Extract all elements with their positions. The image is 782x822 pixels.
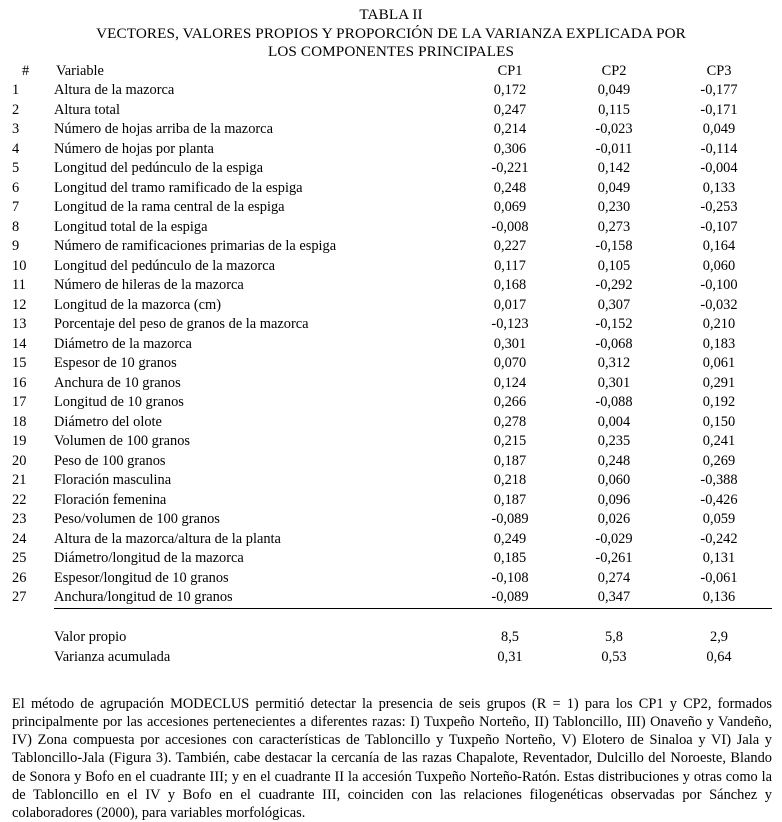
row-cp1: 0,069 <box>493 199 527 216</box>
summary-label: Valor propio <box>54 629 127 646</box>
row-cp2: 0,347 <box>597 589 631 606</box>
row-cp3: -0,177 <box>700 82 738 99</box>
row-cp2: -0,292 <box>595 277 633 294</box>
row-number: 21 <box>12 472 27 489</box>
row-cp3: 0,164 <box>702 238 736 255</box>
row-cp3: 0,150 <box>702 413 736 430</box>
table-bottom-rule <box>12 667 772 687</box>
column-header-cp2: CP2 <box>601 62 627 79</box>
row-cp2: 0,307 <box>597 296 631 313</box>
row-number: 17 <box>12 394 27 411</box>
table-footnote-paragraph: El método de agrupación MODECLUS permitió detectar la presencia de seis grupos (R = 1) para los CP1 y CP2, formados principalmente por las accesiones pertenecientes a diferentes razas: I) Tuxpeño Norteño, II) Tabloncillo, III) Onaveño y Vandeño, IV) Zona compuesta por accesiones con características de Tabloncillo y Tuxpeño Norteño, V) Elotero de Sinaloa y VI) Jala y Tabloncillo-Jala (Figura 3). También, cabe destacar la cercanía de las razas Chapalote, Reventador, Dulcillo del Noroeste, Blando de Sonora y Bofo en el cuadrante III; y en el cuadrante II la accesión Tuxpeño Norteño-Ratón. Estas distribuciones y otras como la de Tabloncillo en el IV y Bofo en el cuadrante III, coinciden con las relaciones filogenéticas observadas por Sánchez y colaboradores (2000), para variables morfológicas. <box>12 695 772 821</box>
column-header-cp3: CP3 <box>706 62 732 79</box>
table-row <box>12 237 772 257</box>
table-row <box>12 452 772 472</box>
row-variable: Floración masculina <box>54 472 172 489</box>
table-row <box>12 335 772 355</box>
row-variable: Peso de 100 granos <box>54 452 166 469</box>
row-number: 14 <box>12 335 27 352</box>
table-summary-row <box>12 648 772 668</box>
table-row <box>12 510 772 530</box>
row-cp2: -0,152 <box>595 316 633 333</box>
row-variable: Longitud del pedúnculo de la mazorca <box>54 257 275 274</box>
row-cp3: -0,114 <box>700 140 738 157</box>
row-number: 6 <box>12 179 20 196</box>
row-cp3: -0,004 <box>700 160 738 177</box>
row-variable: Altura total <box>54 101 120 118</box>
row-variable: Longitud total de la espiga <box>54 218 208 235</box>
row-cp1: 0,266 <box>493 394 527 411</box>
row-number: 22 <box>12 491 27 508</box>
pca-table <box>12 62 772 687</box>
row-cp1: 0,187 <box>493 491 527 508</box>
row-variable: Espesor/longitud de 10 granos <box>54 569 229 586</box>
row-cp1: 0,172 <box>493 82 527 99</box>
row-cp3: -0,061 <box>700 569 738 586</box>
row-number: 18 <box>12 413 27 430</box>
row-cp2: -0,068 <box>595 335 633 352</box>
row-number: 8 <box>12 218 20 235</box>
row-variable: Longitud de la rama central de la espiga <box>54 199 285 216</box>
summary-cp2: 0,53 <box>601 648 627 665</box>
table-bottom-rule-cell <box>458 667 562 687</box>
row-variable: Longitud de la mazorca (cm) <box>54 296 222 313</box>
row-number: 10 <box>12 257 27 274</box>
row-cp1: 0,278 <box>493 413 527 430</box>
row-cp3: 0,133 <box>702 179 736 196</box>
table-row <box>12 276 772 296</box>
row-number: 20 <box>12 452 27 469</box>
row-cp1: 0,249 <box>493 530 527 547</box>
row-variable: Volumen de 100 granos <box>54 433 191 450</box>
row-variable: Diámetro de la mazorca <box>54 335 192 352</box>
row-cp2: -0,029 <box>595 530 633 547</box>
row-number: 4 <box>12 140 20 157</box>
row-cp2: -0,261 <box>595 550 633 567</box>
column-header-cp1: CP1 <box>497 62 523 79</box>
row-variable: Longitud del pedúnculo de la espiga <box>54 160 264 177</box>
row-number: 7 <box>12 199 20 216</box>
row-cp1: -0,108 <box>491 569 529 586</box>
row-cp3: 0,241 <box>702 433 736 450</box>
row-cp2: 0,049 <box>597 82 631 99</box>
row-cp1: 0,124 <box>493 374 527 391</box>
row-cp1: -0,221 <box>491 160 529 177</box>
summary-separator <box>12 608 772 628</box>
table-header <box>12 62 772 82</box>
table-row <box>12 315 772 335</box>
row-cp2: 0,301 <box>597 374 631 391</box>
table-summary-row <box>12 628 772 648</box>
row-cp2: 0,060 <box>597 472 631 489</box>
row-cp1: -0,008 <box>491 218 529 235</box>
row-number: 26 <box>12 569 27 586</box>
table-row <box>12 296 772 316</box>
row-variable: Número de hojas por planta <box>54 140 214 157</box>
row-number: 3 <box>12 121 20 138</box>
row-cp2: 0,142 <box>597 160 631 177</box>
table-row <box>12 101 772 121</box>
summary-cp2: 5,8 <box>605 629 623 646</box>
row-variable: Altura de la mazorca <box>54 82 175 99</box>
row-number: 25 <box>12 550 27 567</box>
table-row <box>12 549 772 569</box>
row-cp3: 0,060 <box>702 257 736 274</box>
row-cp2: -0,011 <box>595 140 633 157</box>
summary-label: Varianza acumulada <box>54 648 171 665</box>
table-row <box>12 569 772 589</box>
table-header-row <box>12 62 772 82</box>
table-title-line-2: LOS COMPONENTES PRINCIPALES <box>267 43 515 61</box>
row-variable: Espesor de 10 granos <box>54 355 177 372</box>
row-cp1: 0,017 <box>493 296 527 313</box>
row-cp2: 0,049 <box>597 179 631 196</box>
row-number: 5 <box>12 160 20 177</box>
table-row <box>12 432 772 452</box>
row-cp2: -0,088 <box>595 394 633 411</box>
row-cp1: 0,301 <box>493 335 527 352</box>
row-cp1: 0,187 <box>493 452 527 469</box>
row-cp2: 0,026 <box>597 511 631 528</box>
row-number: 24 <box>12 530 27 547</box>
table-summary-body <box>12 608 772 687</box>
table-row <box>12 354 772 374</box>
row-cp1: -0,123 <box>491 316 529 333</box>
row-number: 19 <box>12 433 27 450</box>
summary-cp1: 8,5 <box>501 629 519 646</box>
row-cp3: -0,107 <box>700 218 738 235</box>
row-cp2: 0,273 <box>597 218 631 235</box>
row-cp2: 0,004 <box>597 413 631 430</box>
table-row <box>12 159 772 179</box>
row-variable: Diámetro del olote <box>54 413 162 430</box>
row-cp1: 0,248 <box>493 179 527 196</box>
row-number: 15 <box>12 355 27 372</box>
row-cp2: 0,235 <box>597 433 631 450</box>
row-variable: Anchura de 10 granos <box>54 374 181 391</box>
row-number: 27 <box>12 589 27 606</box>
table-row <box>12 374 772 394</box>
row-cp1: 0,117 <box>494 257 526 274</box>
row-cp3: -0,100 <box>700 277 738 294</box>
summary-cp1: 0,31 <box>497 648 523 665</box>
row-cp1: -0,089 <box>491 589 529 606</box>
summary-separator-cell <box>458 608 562 628</box>
row-cp1: 0,218 <box>493 472 527 489</box>
table-row <box>12 198 772 218</box>
table-bottom-rule-cell <box>12 667 54 687</box>
row-number: 13 <box>12 316 27 333</box>
row-variable: Anchura/longitud de 10 granos <box>54 589 233 606</box>
row-cp3: -0,388 <box>700 472 738 489</box>
row-number: 11 <box>12 277 26 294</box>
row-number: 16 <box>12 374 27 391</box>
table-bottom-rule-cell <box>562 667 666 687</box>
row-cp3: 0,210 <box>702 316 736 333</box>
summary-row-number-blank <box>12 648 54 668</box>
row-cp1: -0,089 <box>491 511 529 528</box>
row-cp2: -0,023 <box>595 121 633 138</box>
row-cp3: -0,032 <box>700 296 738 313</box>
row-cp1: 0,306 <box>493 140 527 157</box>
row-cp2: 0,096 <box>597 491 631 508</box>
summary-separator-cell <box>666 608 772 628</box>
row-cp1: 0,214 <box>493 121 527 138</box>
summary-row-number-blank <box>12 628 54 648</box>
column-header-number: # <box>22 62 30 79</box>
table-row <box>12 588 772 608</box>
table-row <box>12 491 772 511</box>
row-cp1: 0,215 <box>493 433 527 450</box>
table-body <box>12 81 772 608</box>
summary-separator-cell <box>54 608 458 628</box>
column-header-variable: Variable <box>56 62 104 79</box>
summary-separator-cell <box>562 608 666 628</box>
table-row <box>12 393 772 413</box>
table-row <box>12 530 772 550</box>
table-row <box>12 140 772 160</box>
table-bottom-rule-cell <box>54 667 458 687</box>
row-cp3: 0,183 <box>702 335 736 352</box>
row-variable: Diámetro/longitud de la mazorca <box>54 550 244 567</box>
row-cp1: 0,070 <box>493 355 527 372</box>
row-cp3: -0,171 <box>700 101 738 118</box>
row-cp2: 0,248 <box>597 452 631 469</box>
row-variable: Longitud de 10 granos <box>54 394 184 411</box>
table-number: TABLA II <box>359 6 423 23</box>
row-variable: Número de hojas arriba de la mazorca <box>54 121 273 138</box>
table-title-line-1: VECTORES, VALORES PROPIOS Y PROPORCIÓN DE LA VARIANZA EXPLICADA POR <box>96 24 686 42</box>
row-cp2: -0,158 <box>595 238 633 255</box>
row-variable: Número de hileras de la mazorca <box>54 277 244 294</box>
table-row <box>12 179 772 199</box>
row-cp2: 0,105 <box>597 257 631 274</box>
row-cp3: 0,192 <box>702 394 736 411</box>
row-variable: Número de ramificaciones primarias de la espiga <box>54 238 337 255</box>
row-variable: Altura de la mazorca/altura de la planta <box>54 530 281 547</box>
row-variable: Peso/volumen de 100 granos <box>54 511 220 528</box>
row-cp2: 0,274 <box>597 569 631 586</box>
summary-cp3: 2,9 <box>710 629 728 646</box>
row-cp3: 0,291 <box>702 374 736 391</box>
row-number: 1 <box>12 82 20 99</box>
row-variable: Longitud del tramo ramificado de la espiga <box>54 179 303 196</box>
row-cp1: 0,227 <box>493 238 527 255</box>
row-cp1: 0,247 <box>493 101 527 118</box>
table-row <box>12 413 772 433</box>
row-number: 9 <box>12 238 20 255</box>
row-cp1: 0,168 <box>493 277 527 294</box>
row-cp3: -0,426 <box>700 491 738 508</box>
row-cp2: 0,115 <box>598 101 630 118</box>
row-cp1: 0,185 <box>493 550 527 567</box>
row-cp3: -0,242 <box>700 530 738 547</box>
row-cp2: 0,312 <box>597 355 631 372</box>
row-number: 23 <box>12 511 27 528</box>
summary-separator-cell <box>12 608 54 628</box>
row-number: 12 <box>12 296 27 313</box>
row-cp3: 0,136 <box>702 589 736 606</box>
row-cp3: -0,253 <box>700 199 738 216</box>
row-cp2: 0,230 <box>597 199 631 216</box>
table-row <box>12 81 772 101</box>
row-variable: Porcentaje del peso de granos de la mazorca <box>54 316 309 333</box>
row-cp3: 0,061 <box>702 355 736 372</box>
row-cp3: 0,269 <box>702 452 736 469</box>
row-variable: Floración femenina <box>54 491 167 508</box>
table-row <box>12 120 772 140</box>
summary-cp3: 0,64 <box>706 648 732 665</box>
table-bottom-rule-cell <box>666 667 772 687</box>
table-row <box>12 257 772 277</box>
pca-table-container <box>12 62 772 687</box>
row-cp3: 0,059 <box>702 511 736 528</box>
table-title-block <box>0 0 782 62</box>
row-cp3: 0,049 <box>702 121 736 138</box>
row-cp3: 0,131 <box>702 550 736 567</box>
table-row <box>12 218 772 238</box>
row-number: 2 <box>12 101 20 118</box>
table-row <box>12 471 772 491</box>
